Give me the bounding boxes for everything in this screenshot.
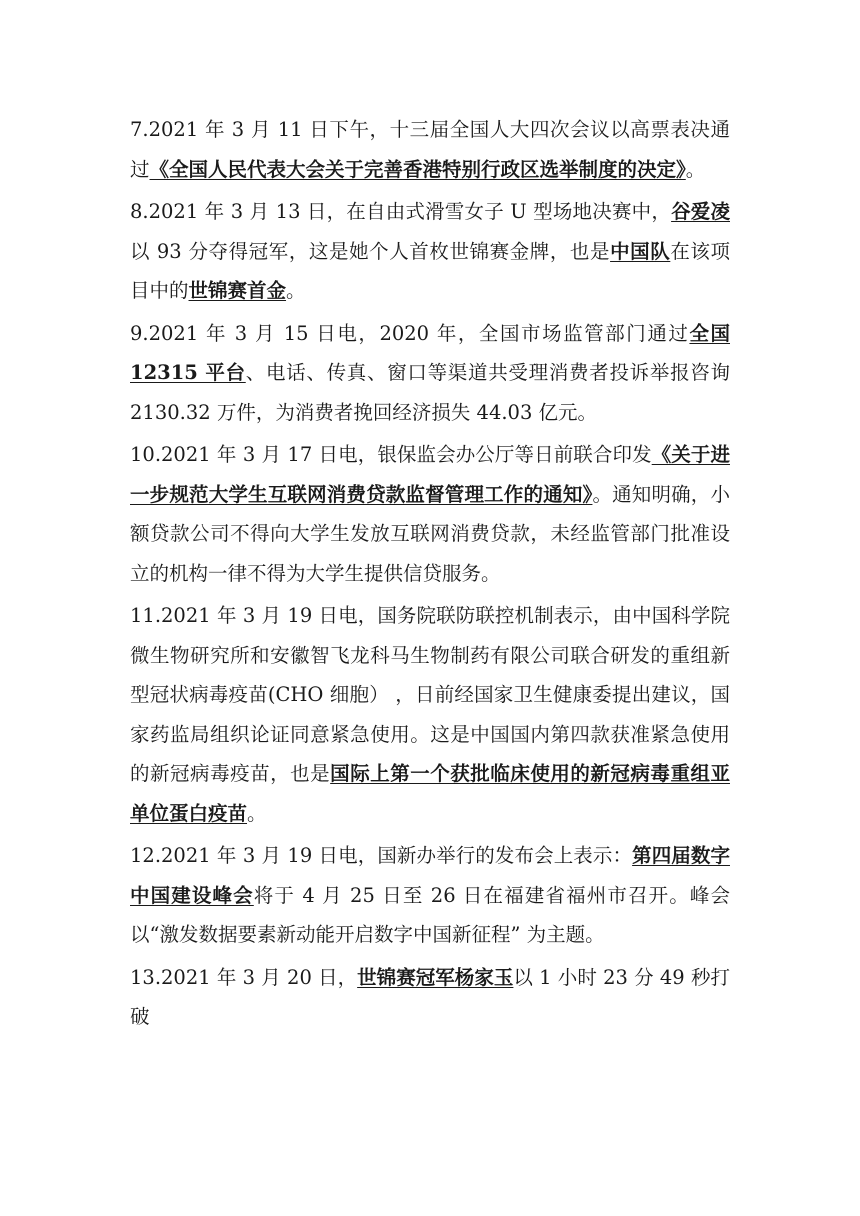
item-text: 2021 年 3 月 11 日下午，十三届全国人大四次会议以高票表决通过 xyxy=(130,118,730,181)
item-text: 。 xyxy=(247,801,267,825)
item-number: 9. xyxy=(130,321,149,345)
highlighted-term: 《关于进一步规范大学生互联网消费贷款监督管理工作的通知》 xyxy=(130,443,730,506)
highlighted-term: 第四届数字中国建设峰会 xyxy=(130,844,730,907)
highlighted-term: 《全国人民代表大会关于完善香港特别行政区选举制度的决定》 xyxy=(149,157,686,181)
item-text: 。 xyxy=(286,279,306,302)
news-item-13 xyxy=(130,958,730,1037)
item-text: 2021 年 3 月 13 日，在自由式滑雪女子 U 型场地决赛中， xyxy=(148,200,672,223)
news-item-9 xyxy=(130,314,730,433)
item-text: 将于 4 月 25 日至 26 日在福建省福州市召开。峰会以“激发数据要素新动能开启数字中国新征程” 为主题。 xyxy=(130,883,730,946)
item-text: 以 93 分夺得冠军，这是她个人首枚世锦赛金牌，也是 xyxy=(130,239,611,263)
item-text: 。 xyxy=(685,157,706,181)
highlighted-term: 世锦赛首金 xyxy=(188,279,287,302)
item-number: 7. xyxy=(130,118,149,141)
item-text: 2021 年 3 月 19 日电，国新办举行的发布会上表示： xyxy=(161,844,633,867)
news-item-8 xyxy=(130,192,730,311)
highlighted-term: 国际上第一个获批临床使用的新冠病毒重组亚单位蛋白疫苗 xyxy=(130,762,730,825)
item-text: 2021 年 3 月 20 日， xyxy=(161,965,358,989)
highlighted-term: 谷爱凌 xyxy=(671,200,730,223)
highlighted-term: 全国 12315 平台 xyxy=(130,321,730,384)
news-item-11 xyxy=(130,596,730,833)
highlighted-term: 世锦赛冠军杨家玉 xyxy=(357,965,514,989)
news-item-7 xyxy=(130,110,730,189)
highlighted-term: 中国队 xyxy=(610,239,671,263)
item-text: 2021 年 3 月 17 日电，银保监会办公厅等日前联合印发 xyxy=(161,443,652,466)
item-text: 在该项目中的 xyxy=(130,239,730,302)
item-number: 8. xyxy=(130,200,149,223)
item-number: 10. xyxy=(130,443,162,466)
item-text: 2021 年 3 月 19 日电，国务院联防联控机制表示，由中国科学院微生物研究所和安徽智飞龙科马生物制药有限公司联合研发的重组新型冠状病毒疫苗(CHO 细胞） ，日前经国家卫生健康委提出建议，国家药监局组织论证同意紧急使用。这是中国国内第四款获准紧急使用的新冠病毒疫苗，也是 xyxy=(130,604,730,785)
item-number: 13. xyxy=(130,965,162,989)
news-item-10 xyxy=(130,435,730,593)
item-text: 。通知明确，小额贷款公司不得向大学生发放互联网消费贷款，未经监管部门批准设立的机构一律不得为大学生提供信贷服务。 xyxy=(130,482,730,585)
item-number: 12. xyxy=(130,844,162,867)
item-text: 、电话、传真、窗口等渠道共受理消费者投诉举报咨询 2130.32 万件，为消费者挽回经济损失 44.03 亿元。 xyxy=(130,361,730,424)
item-text: 以 1 小时 23 分 49 秒打破 xyxy=(130,965,730,1028)
news-item-12 xyxy=(130,836,730,955)
item-text: 2021 年 3 月 15 日电，2020 年，全国市场监管部门通过 xyxy=(148,321,690,345)
item-number: 11. xyxy=(130,604,162,627)
document-body xyxy=(130,110,730,1040)
